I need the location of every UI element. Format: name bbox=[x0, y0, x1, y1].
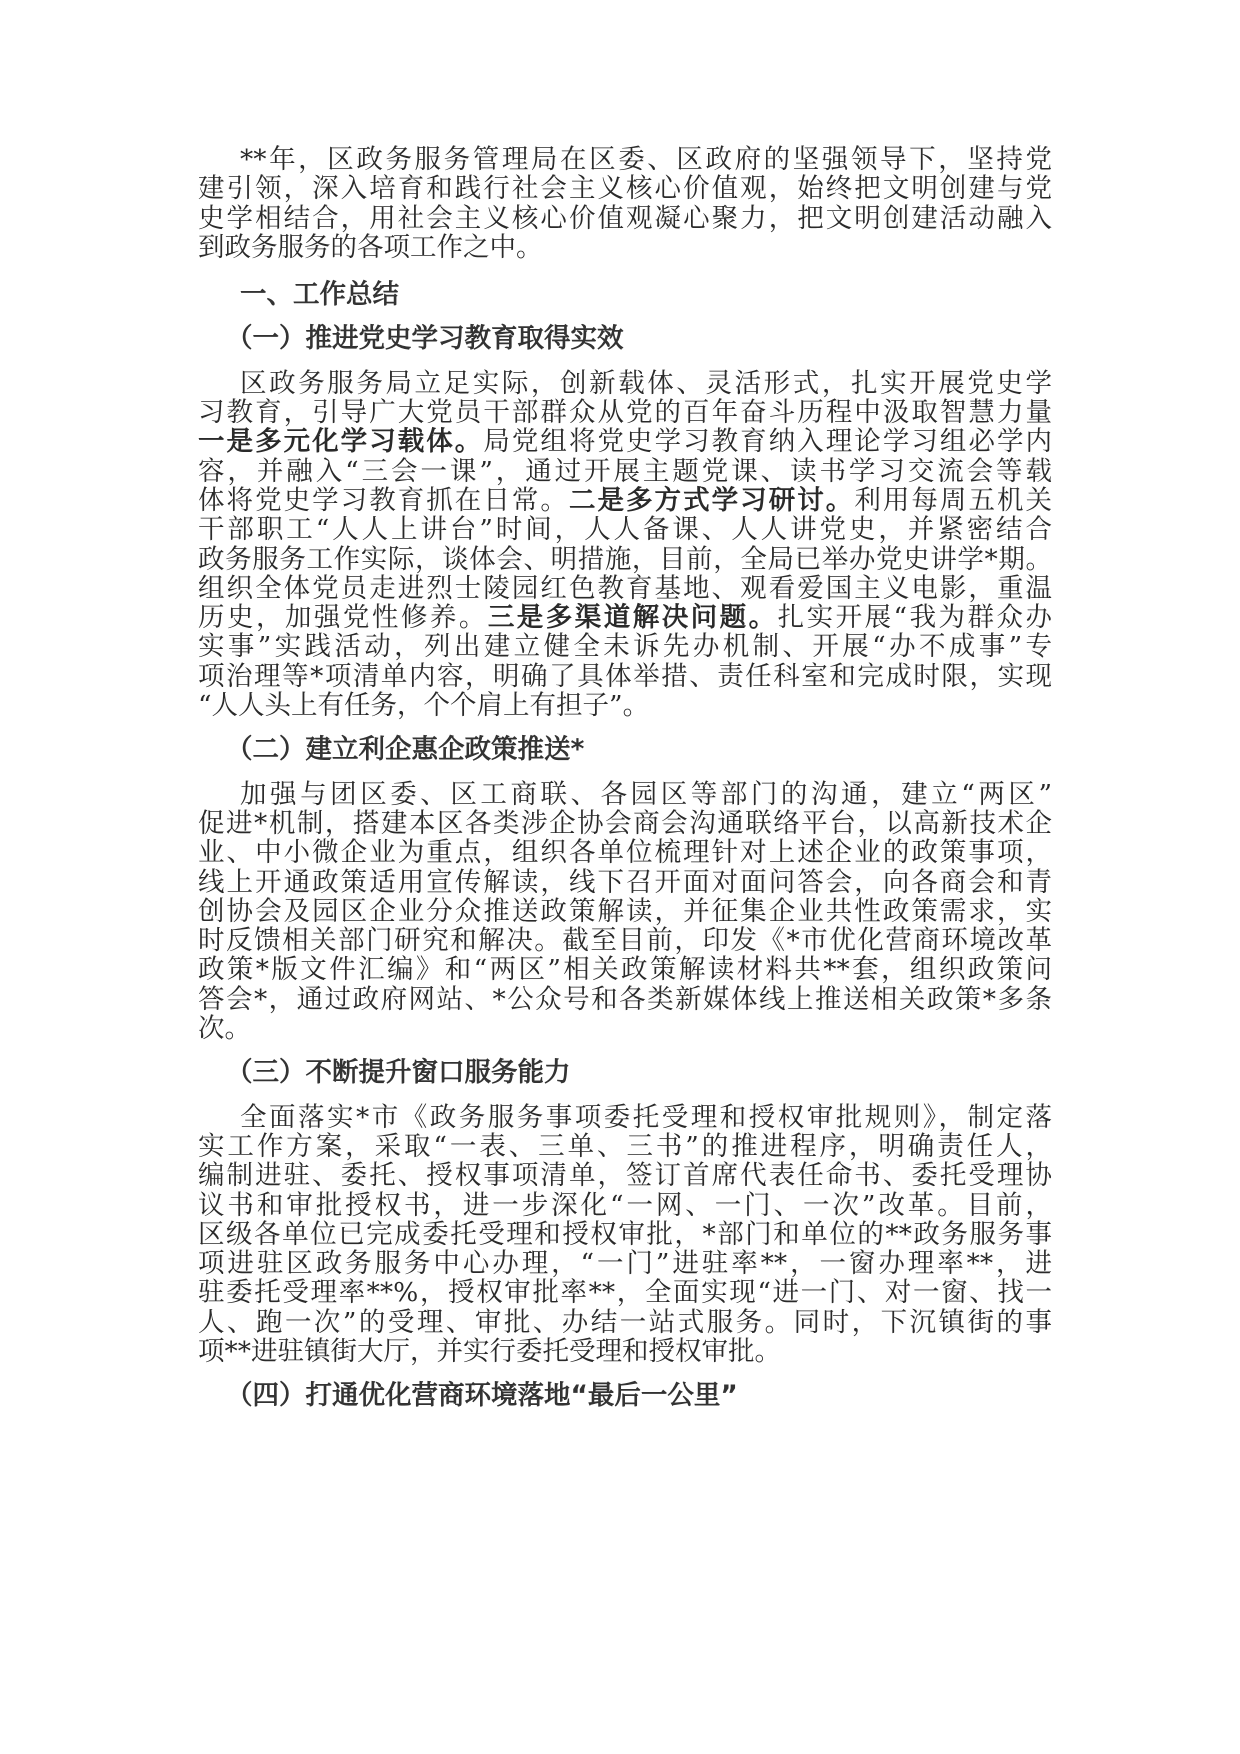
document-body bbox=[198, 145, 1052, 1411]
text-run: 区政务服务局立足实际，创新载体、灵活形式，扎实开展党史学 bbox=[240, 367, 1052, 399]
text-run: 人、跑一次”的受理、审批、办结一站式服务。同时，下沉镇街的事 bbox=[198, 1306, 1052, 1338]
text-line bbox=[198, 457, 1052, 486]
text-run: 史学相结合，用社会主义核心价值观凝心聚力，把文明创建活动融入 bbox=[198, 202, 1052, 234]
text-run: 项进驻区政务服务中心办理，“一门”进驻率**，一窗办理率**，进 bbox=[198, 1248, 1052, 1280]
text-line bbox=[198, 1161, 1052, 1190]
text-line bbox=[198, 662, 1052, 691]
text-line bbox=[198, 369, 1052, 398]
section-heading: 一、工作总结 bbox=[240, 279, 399, 311]
subsection-heading: （一）推进党史学习教育取得实效 bbox=[226, 323, 624, 355]
text-line bbox=[198, 204, 1052, 233]
text-run: 全面落实*市《政务服务事项委托受理和授权审批规则》，制定落 bbox=[240, 1101, 1052, 1133]
paragraph bbox=[198, 780, 1052, 1044]
text-line bbox=[198, 486, 1052, 515]
text-line bbox=[198, 1278, 1052, 1307]
text-line bbox=[198, 691, 1052, 720]
text-line bbox=[198, 398, 1052, 427]
bold-lead-phrase: 三是多渠道解决问题。 bbox=[487, 602, 778, 634]
text-run: 实工作方案，采取“一表、三单、三书”的推进程序，明确责任人， bbox=[198, 1130, 1052, 1162]
subsection-heading: （三）不断提升窗口服务能力 bbox=[226, 1057, 571, 1089]
text-line bbox=[198, 1191, 1052, 1220]
text-run: 局党组将党史学习教育纳入理论学习组必学内 bbox=[483, 426, 1053, 458]
text-line bbox=[198, 1103, 1052, 1132]
paragraph bbox=[198, 145, 1052, 262]
text-run: 政务服务工作实际，谈体会、明措施，目前，全局已举办党史讲学*期。 bbox=[198, 543, 1052, 575]
text-line bbox=[198, 233, 1052, 262]
text-line bbox=[198, 985, 1052, 1014]
text-line bbox=[198, 868, 1052, 897]
subsection-heading: （四）打通优化营商环境落地“最后一公里” bbox=[226, 1380, 738, 1412]
text-run: 时反馈相关部门研究和解决。截至目前，印发《*市优化营商环境改革 bbox=[198, 925, 1052, 957]
text-line bbox=[198, 174, 1052, 203]
text-line bbox=[198, 603, 1052, 632]
bold-lead-phrase: 二是多方式学习研讨。 bbox=[568, 484, 855, 516]
text-run: **年，区政务服务管理局在区委、区政府的坚强领导下，坚持党 bbox=[240, 144, 1052, 175]
text-line bbox=[198, 926, 1052, 955]
bold-lead-phrase: 一是多元化学习载体。 bbox=[198, 426, 484, 458]
text-run: 历史，加强党性修养。 bbox=[198, 602, 488, 634]
text-line bbox=[198, 574, 1052, 603]
text-line bbox=[198, 1132, 1052, 1161]
text-line bbox=[198, 897, 1052, 926]
text-run: 项治理等*项清单内容，明确了具体举措、责任科室和完成时限，实现 bbox=[198, 660, 1052, 692]
text-run: 议书和审批授权书，进一步深化“一网、一门、一次”改革。目前， bbox=[198, 1189, 1052, 1221]
text-line bbox=[198, 1220, 1052, 1249]
text-line bbox=[198, 809, 1052, 838]
text-line bbox=[198, 427, 1052, 456]
text-run: 习教育，引导广大党员干部群众从党的百年奋斗历程中汲取智慧力量 bbox=[198, 397, 1052, 429]
text-line bbox=[198, 780, 1052, 809]
text-run: 答会*，通过政府网站、*公众号和各类新媒体线上推送相关政策*多条 bbox=[198, 983, 1052, 1015]
text-run: 创协会及园区企业分众推送政策解读，并征集企业共性政策需求，实 bbox=[198, 895, 1052, 927]
text-run: 容，并融入“三会一课”，通过开展主题党课、读书学习交流会等载 bbox=[198, 455, 1052, 487]
text-run: 扎实开展“我为群众办 bbox=[777, 602, 1052, 634]
text-run: 实事”实践活动，列出建立健全未诉先办机制、开展“办不成事”专 bbox=[198, 631, 1052, 663]
subsection-heading: （二）建立利企惠企政策推送* bbox=[226, 734, 585, 766]
text-run: 体将党史学习教育抓在日常。 bbox=[198, 484, 569, 516]
text-run: 区级各单位已完成委托受理和授权审批，*部门和单位的**政务服务事 bbox=[198, 1218, 1052, 1250]
paragraph bbox=[198, 369, 1052, 721]
text-run: 政策*版文件汇编》和“两区”相关政策解读材料共**套，组织政策问 bbox=[198, 954, 1052, 986]
text-line bbox=[198, 838, 1052, 867]
text-line bbox=[198, 1337, 1052, 1366]
text-run: 干部职工“人人上讲台”时间，人人备课、人人讲党史，并紧密结合 bbox=[198, 514, 1052, 546]
text-line bbox=[198, 515, 1052, 544]
text-run: 驻委托受理率**%，授权审批率**，全面实现“进一门、对一窗、找一 bbox=[198, 1277, 1052, 1309]
text-run: 编制进驻、委托、授权事项清单，签订首席代表任命书、委托受理协 bbox=[198, 1160, 1052, 1192]
text-line bbox=[198, 955, 1052, 984]
text-line bbox=[198, 145, 1052, 174]
text-run: 项**进驻镇街大厅，并实行委托受理和授权审批。 bbox=[198, 1335, 781, 1367]
text-run: 组织全体党员走进烈士陵园红色教育基地、观看爱国主义电影，重温 bbox=[198, 572, 1052, 604]
text-line bbox=[198, 1014, 1052, 1043]
text-line bbox=[198, 1308, 1052, 1337]
text-run: 业、中小微企业为重点，组织各单位梳理针对上述企业的政策事项， bbox=[198, 837, 1052, 869]
text-run: 线上开通政策适用宣传解读，线下召开面对面问答会，向各商会和青 bbox=[198, 866, 1052, 898]
text-run: 建引领，深入培育和践行社会主义核心价值观，始终把文明创建与党 bbox=[198, 173, 1052, 205]
text-run: 促进*机制，搭建本区各类涉企协会商会沟通联络平台，以高新技术企 bbox=[198, 807, 1052, 839]
text-run: 到政务服务的各项工作之中。 bbox=[198, 231, 543, 263]
text-line bbox=[198, 1249, 1052, 1278]
text-line bbox=[198, 545, 1052, 574]
paragraph bbox=[198, 1103, 1052, 1367]
text-run: 次。 bbox=[198, 1013, 251, 1045]
text-run: 利用每周五机关 bbox=[854, 484, 1053, 516]
text-line bbox=[198, 632, 1052, 661]
text-run: “人人头上有任务，个个肩上有担子”。 bbox=[198, 690, 650, 722]
text-run: 加强与团区委、区工商联、各园区等部门的沟通，建立“两区” bbox=[240, 778, 1052, 810]
